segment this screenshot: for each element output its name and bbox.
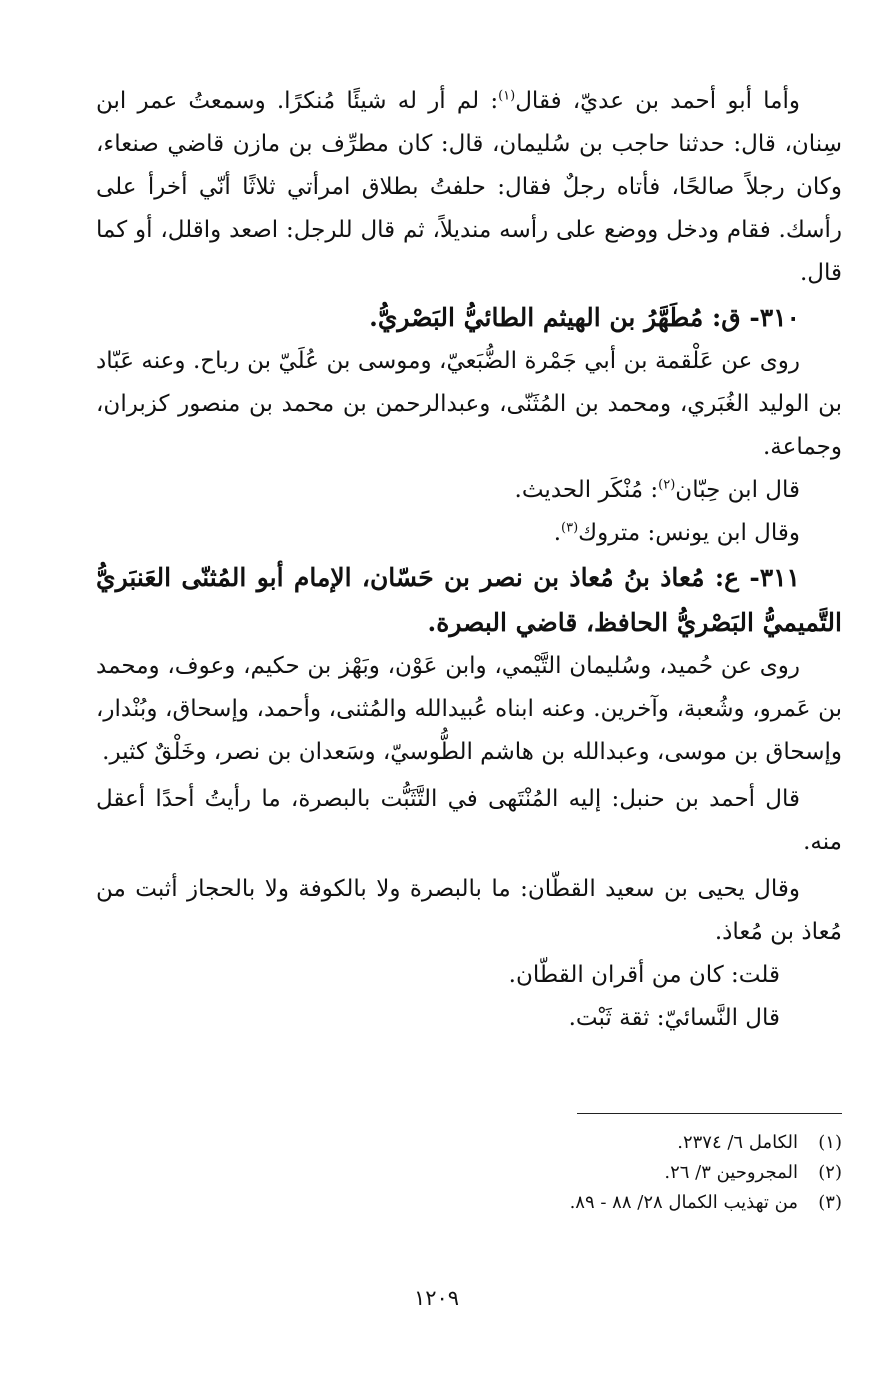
paragraph-adi-quote: وأما أبو أحمد بن عديّ، فقال$^{(١)}$: لم أر له شيئًا مُنكرًا. وسمعتُ عمر ابن سِنان، قال: حدثنا حاجب بن سُليمان، قال: كان مطرِّف بن مازن قاضي صنعاء، وكان رجلاً صالحًا، فأتاه رجلٌ فقال: حلفتُ بطلاق امرأتي ثلاثًا أنّي أخرأ على رأسك. فقام ودخل ووضع على رأسه منديلاً، ثم قال للرجل: اصعد واقلل، أو كما قال.: [96, 88, 842, 286]
page-body: [96, 80, 842, 1040]
entry-heading-310: ٣١٠- ق: مُطَهَّرُ بن الهيثم الطائيُّ البَصْريُّ.: [369, 303, 800, 332]
footnote-ref-2[interactable]: (٢): [658, 477, 676, 493]
paragraph-author-note: قلت: كان من أقران القطّان.: [508, 962, 780, 988]
paragraph-muadh-narrators: روى عن حُميد، وسُليمان التَّيْمي، وابن عَوْن، وبَهْز بن حكيم، وعوف، ومحمد بن عَمرو، وشُعبة، وآخرين. وعنه ابناه عُبيدالله والمُثنى، وأحمد، وإسحاق، وبُنْدار، وإسحاق بن موسى، وعبدالله بن هاشم الطُّوسيّ، وسَعدان بن نصر، وخَلْقٌ كثير.: [96, 653, 842, 765]
paragraph-yahya-qattan: وقال يحيى بن سعيد القطّان: ما بالبصرة ولا بالكوفة ولا بالحجاز أثبت من مُعاذ بن مُعاذ.: [96, 876, 842, 945]
footnote-2: (٢) المجروحين ٣/ ٢٦.: [664, 1162, 842, 1183]
footnote-3: (٣) من تهذيب الكمال ٢٨/ ٨٨ - ٨٩.: [569, 1192, 842, 1213]
paragraph-mutahhar-narrators: روى عن عَلْقمة بن أبي جَمْرة الضُّبَعيّ، وموسى بن عُلَيّ بن رباح. وعنه عَبّاد بن الوليد الغُبَري، ومحمد بن المُثَنّى، وعبدالرحمن بن محمد بن منصور كزبران، وجماعة.: [96, 348, 842, 460]
paragraph-ibn-yunus: وقال ابن يونس: متروك$^{(٣)}$.: [553, 520, 800, 546]
footnote-1: (١) الكامل ٦/ ٢٣٧٤.: [677, 1132, 842, 1153]
paragraph-ahmad-ibn-hanbal: قال أحمد بن حنبل: إليه المُنْتَهى في التَّثَبُّت بالبصرة، ما رأيتُ أحدًا أعقل منه.: [96, 786, 842, 855]
entry-heading-311: ٣١١- ع: مُعاذ بنُ مُعاذ بن نصر بن حَسّان، الإمام أبو المُثنّى العَنبَريُّ التَّميميُّ البَصْريُّ الحافظ، قاضي البصرة.: [96, 563, 842, 637]
paragraph-nasai: قال النَّسائيّ: ثقة ثَبْت.: [568, 1005, 780, 1031]
paragraph-ibn-hibban: قال ابن حِبّان$^{(٢)}$: مُنْكَر الحديث.: [514, 477, 800, 503]
page-number: ١٢٠٩: [413, 1286, 460, 1310]
footnotes: [96, 1128, 842, 1218]
footnote-ref-3[interactable]: (٣): [561, 520, 579, 536]
footnote-separator: [577, 1113, 842, 1114]
footnote-ref-1[interactable]: (١): [498, 88, 516, 104]
